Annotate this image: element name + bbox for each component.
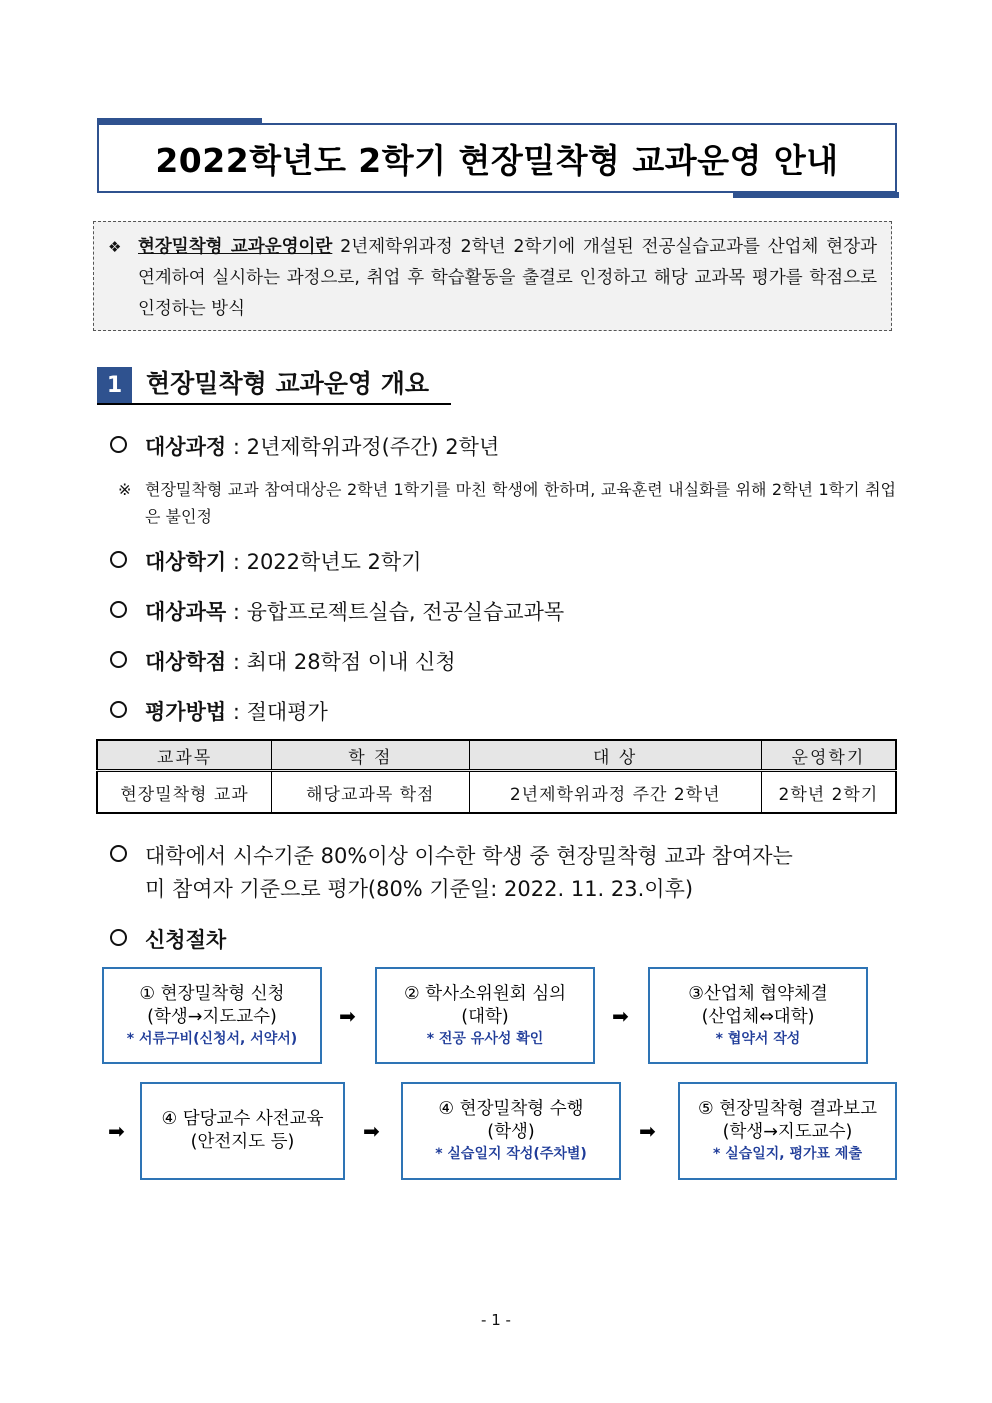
item-label: 대상학기 [145, 550, 227, 574]
arrow-right-icon: ➡ [612, 1004, 629, 1028]
step-apply [102, 967, 322, 1064]
cell-credit: 해당교과목 학점 [272, 771, 470, 814]
section-number: 1 [97, 367, 132, 403]
header-semester: 운영학기 [761, 740, 896, 771]
item-target-course [110, 432, 499, 462]
item-target-credits [110, 647, 456, 677]
section-underline [97, 403, 451, 405]
table-row [97, 771, 896, 814]
paragraph-line1: 대학에서 시수기준 80%이상 이수한 학생 중 현장밀착형 교과 참여자는 [145, 844, 793, 868]
circle-bullet-icon [110, 651, 127, 668]
item-label: 대상과목 [145, 600, 227, 624]
step-line2: (학생) [487, 1122, 535, 1142]
step-pre-education [140, 1082, 345, 1180]
arrow-right-icon: ➡ [639, 1119, 656, 1143]
item-value: : 2022학년도 2학기 [226, 550, 422, 574]
step-review [375, 967, 595, 1064]
header-target: 대 상 [469, 740, 761, 771]
step-sub: * 실습일지 작성(주차별) [435, 1146, 587, 1162]
evaluation-paragraph [110, 840, 896, 906]
page-title: 2022학년도 2학기 현장밀착형 교과운영 안내 [155, 140, 839, 180]
page-number: - 1 - [481, 1311, 511, 1329]
item-label: 대상학점 [145, 650, 227, 674]
item-value: : 2년제학위과정(주간) 2학년 [226, 435, 500, 459]
circle-bullet-icon [110, 929, 127, 946]
step-line1: ① 현장밀착형 신청 [139, 983, 285, 1004]
arrow-right-icon: ➡ [108, 1119, 125, 1143]
note [118, 476, 896, 530]
cell-semester: 2학년 2학기 [761, 771, 896, 814]
paragraph-line2: 미 참여자 기준으로 평가(80% 기준일: 2022. 11. 23.이후) [145, 877, 694, 901]
table-header-row [97, 740, 896, 771]
circle-bullet-icon [110, 845, 127, 862]
header-credit: 학 점 [272, 740, 470, 771]
arrow-right-icon: ➡ [363, 1119, 380, 1143]
circle-bullet-icon [110, 436, 127, 453]
item-label: 대상과정 [145, 435, 227, 459]
reference-mark-icon: ※ [118, 480, 132, 499]
circle-bullet-icon [110, 601, 127, 618]
title-accent-bottom [733, 192, 899, 198]
step-perform [401, 1082, 621, 1180]
step-line2: (안전지도 등) [190, 1132, 295, 1152]
step-line1: ③산업체 협약체결 [688, 983, 828, 1004]
step-line2: (학생→지도교수) [147, 1006, 277, 1027]
intro-box [93, 221, 892, 331]
step-sub: * 서류구비(신청서, 서약서) [126, 1030, 298, 1047]
step-line1: ② 학사소위원회 심의 [403, 983, 567, 1004]
step-sub: * 실습일지, 평가표 제출 [713, 1146, 862, 1162]
header-subject: 교과목 [97, 740, 272, 771]
circle-bullet-icon [110, 701, 127, 718]
title-box [97, 123, 897, 193]
section-title: 현장밀착형 교과운영 개요 [146, 369, 430, 398]
item-label: 평가방법 [145, 700, 227, 724]
cell-target: 2년제학위과정 주간 2학년 [469, 771, 761, 814]
procedure-heading [110, 925, 226, 955]
note-text: 현장밀착형 교과 참여대상은 2학년 1학기를 마친 학생에 한하며, 교육훈련 내실화를 위해 2학년 1학기 취업은 불인정 [145, 480, 896, 526]
arrow-right-icon: ➡ [339, 1004, 356, 1028]
step-line1: ⑤ 현장밀착형 결과보고 [698, 1099, 877, 1119]
item-value: : 절대평가 [226, 700, 328, 724]
item-value: : 최대 28학점 이내 신청 [226, 650, 456, 674]
step-line2: (대학) [461, 1006, 509, 1027]
step-sub: * 전공 유사성 확인 [426, 1030, 544, 1047]
step-sub: * 협약서 작성 [715, 1030, 801, 1047]
procedure-label: 신청절차 [145, 928, 227, 952]
cell-subject: 현장밀착형 교과 [97, 771, 272, 814]
item-evaluation [110, 697, 328, 727]
course-table [96, 739, 897, 814]
diamond-bullet-icon: ❖ [108, 238, 122, 256]
item-value: : 융합프로젝트실습, 전공실습교과목 [226, 600, 565, 624]
circle-bullet-icon [110, 551, 127, 568]
step-line2: (산업체⇔대학) [701, 1006, 815, 1027]
intro-text: 2년제학위과정 2학년 2학기에 개설된 전공실습교과를 산업체 현장과 연계하여 실시하는 과정으로, 취업 후 학습활동을 출결로 인정하고 해당 교과목 평가를 학점으로 인정하는 방식 [138, 237, 878, 319]
step-line2: (학생→지도교수) [722, 1122, 853, 1142]
item-target-semester [110, 547, 422, 577]
intro-lead: 현장밀착형 교과운영이란 [138, 237, 333, 257]
step-agreement [648, 967, 868, 1064]
item-target-subject [110, 597, 564, 627]
step-line1: ④ 현장밀착형 수행 [438, 1099, 584, 1119]
step-line1: ④ 담당교수 사전교육 [161, 1109, 324, 1129]
step-report [678, 1082, 897, 1180]
